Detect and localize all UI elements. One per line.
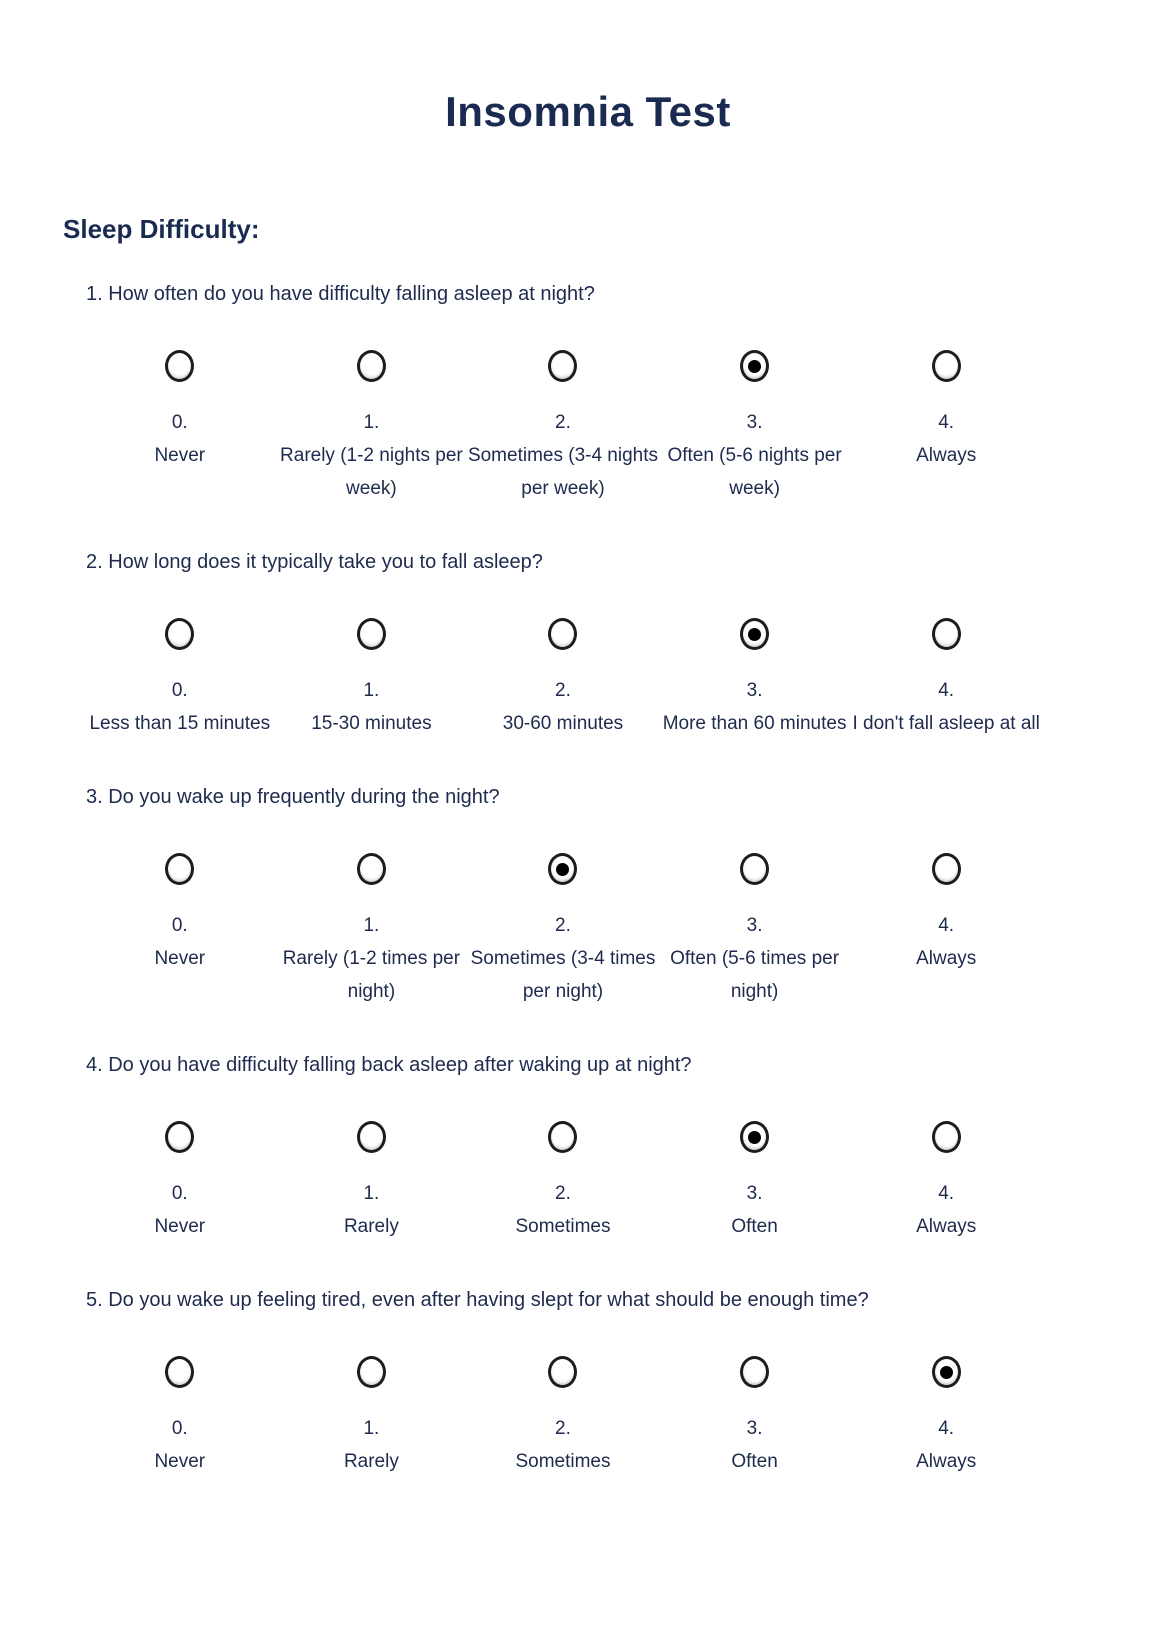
option-number: 3. <box>746 1183 763 1204</box>
option-number: 1. <box>363 915 380 936</box>
option-number: 4. <box>938 680 955 701</box>
question-text: 5. Do you wake up feeling tired, even after having slept for what should be enough time? <box>86 1289 869 1311</box>
radio-q1-option3[interactable] <box>740 350 769 382</box>
option-column <box>850 853 1042 1008</box>
option-column <box>467 618 659 740</box>
option-label: Always <box>916 445 977 466</box>
option-number: 1. <box>363 412 380 433</box>
option-number: 0. <box>171 915 188 936</box>
option-label: More than 60 minutes <box>662 713 847 734</box>
option-number: 4. <box>938 915 955 936</box>
radio-q2-option3[interactable] <box>740 618 769 650</box>
option-column <box>276 618 468 740</box>
option-label: Never <box>154 1216 206 1237</box>
section-heading: Sleep Difficulty: <box>63 214 260 244</box>
option-number: 2. <box>555 680 571 701</box>
option-column <box>659 1121 851 1243</box>
option-label: Often (5-6 nights per week) <box>667 445 842 499</box>
radio-q2-option1[interactable] <box>357 618 386 650</box>
option-label: Always <box>916 1216 977 1237</box>
option-number: 3. <box>746 680 763 701</box>
questions-list <box>63 283 1113 1478</box>
option-label: Sometimes <box>515 1216 611 1237</box>
option-column <box>276 853 468 1008</box>
radio-q3-option3[interactable] <box>740 853 769 885</box>
option-column <box>850 618 1042 740</box>
option-number: 1. <box>363 1418 380 1439</box>
option-label: Never <box>154 1451 206 1472</box>
question-block <box>63 786 1113 1008</box>
option-number: 0. <box>171 1418 188 1439</box>
option-column <box>467 1121 659 1243</box>
option-label: I don't fall asleep at all <box>852 713 1040 734</box>
option-label: Often <box>731 1216 778 1237</box>
option-column <box>467 350 659 505</box>
radio-q5-option2[interactable] <box>548 1356 577 1388</box>
option-number: 1. <box>363 1183 380 1204</box>
option-column <box>467 1356 659 1478</box>
radio-q3-option0[interactable] <box>165 853 194 885</box>
option-column <box>850 1356 1042 1478</box>
radio-dot-icon <box>556 863 569 876</box>
option-number: 3. <box>746 915 763 936</box>
option-number: 2. <box>555 915 571 936</box>
option-label: Sometimes (3-4 nights per week) <box>467 445 659 499</box>
option-column <box>276 1356 468 1478</box>
question-block <box>63 551 1113 740</box>
option-number: 2. <box>555 412 571 433</box>
options-row <box>84 350 1042 505</box>
option-column <box>659 350 851 505</box>
option-column <box>850 350 1042 505</box>
radio-q4-option1[interactable] <box>357 1121 386 1153</box>
option-label: Always <box>916 1451 977 1472</box>
radio-q4-option4[interactable] <box>932 1121 961 1153</box>
radio-q3-option4[interactable] <box>932 853 961 885</box>
option-label: Rarely <box>343 1451 399 1472</box>
option-column <box>276 1121 468 1243</box>
option-label: Sometimes <box>515 1451 611 1472</box>
radio-q5-option3[interactable] <box>740 1356 769 1388</box>
radio-q5-option1[interactable] <box>357 1356 386 1388</box>
option-label: 15-30 minutes <box>311 713 432 734</box>
radio-q4-option0[interactable] <box>165 1121 194 1153</box>
options-row <box>84 1356 1042 1478</box>
radio-q4-option2[interactable] <box>548 1121 577 1153</box>
option-column <box>850 1121 1042 1243</box>
radio-q5-option4[interactable] <box>932 1356 961 1388</box>
radio-q4-option3[interactable] <box>740 1121 769 1153</box>
radio-q1-option4[interactable] <box>932 350 961 382</box>
radio-q2-option0[interactable] <box>165 618 194 650</box>
option-column <box>84 350 276 505</box>
option-column <box>659 618 851 740</box>
option-label: 30-60 minutes <box>502 713 624 734</box>
option-number: 2. <box>555 1418 571 1439</box>
option-number: 0. <box>171 412 188 433</box>
radio-q1-option0[interactable] <box>165 350 194 382</box>
option-column <box>84 1356 276 1478</box>
option-number: 0. <box>171 1183 188 1204</box>
option-label: Often <box>731 1451 778 1472</box>
option-column <box>276 350 468 505</box>
option-label: Never <box>154 445 206 466</box>
question-text: 4. Do you have difficulty falling back asleep after waking up at night? <box>86 1054 692 1076</box>
option-column <box>84 853 276 1008</box>
option-label: Never <box>154 948 206 969</box>
options-row <box>84 1121 1042 1243</box>
option-label: Less than 15 minutes <box>89 713 271 734</box>
options-row <box>84 618 1042 740</box>
option-number: 4. <box>938 1418 955 1439</box>
option-column <box>467 853 659 1008</box>
option-number: 3. <box>746 412 763 433</box>
radio-dot-icon <box>748 360 761 373</box>
option-column <box>84 618 276 740</box>
question-text: 1. How often do you have difficulty falling asleep at night? <box>86 283 595 305</box>
option-label: Sometimes (3-4 times per night) <box>470 948 656 1002</box>
radio-q2-option2[interactable] <box>548 618 577 650</box>
option-number: 4. <box>938 1183 955 1204</box>
question-text: 3. Do you wake up frequently during the night? <box>86 786 500 808</box>
radio-q1-option2[interactable] <box>548 350 577 382</box>
option-number: 3. <box>746 1418 763 1439</box>
option-column <box>659 1356 851 1478</box>
option-label: Always <box>916 948 977 969</box>
option-number: 4. <box>938 412 955 433</box>
radio-dot-icon <box>748 628 761 641</box>
option-number: 2. <box>555 1183 571 1204</box>
radio-q3-option1[interactable] <box>357 853 386 885</box>
radio-q3-option2[interactable] <box>548 853 577 885</box>
question-text: 2. How long does it typically take you to fall asleep? <box>86 551 543 573</box>
option-label: Rarely <box>343 1216 399 1237</box>
question-block <box>63 1054 1113 1243</box>
option-column <box>659 853 851 1008</box>
option-label: Often (5-6 times per night) <box>670 948 840 1002</box>
option-label: Rarely (1-2 nights per week) <box>280 445 463 499</box>
option-number: 0. <box>171 680 188 701</box>
option-number: 1. <box>363 680 380 701</box>
radio-q5-option0[interactable] <box>165 1356 194 1388</box>
question-block <box>63 1289 1113 1478</box>
radio-dot-icon <box>748 1131 761 1144</box>
options-row <box>84 853 1042 1008</box>
option-label: Rarely (1-2 times per night) <box>282 948 461 1002</box>
question-block <box>63 283 1113 505</box>
radio-q1-option1[interactable] <box>357 350 386 382</box>
radio-dot-icon <box>940 1366 953 1379</box>
radio-q2-option4[interactable] <box>932 618 961 650</box>
option-column <box>84 1121 276 1243</box>
page-title: Insomnia Test <box>445 88 731 135</box>
